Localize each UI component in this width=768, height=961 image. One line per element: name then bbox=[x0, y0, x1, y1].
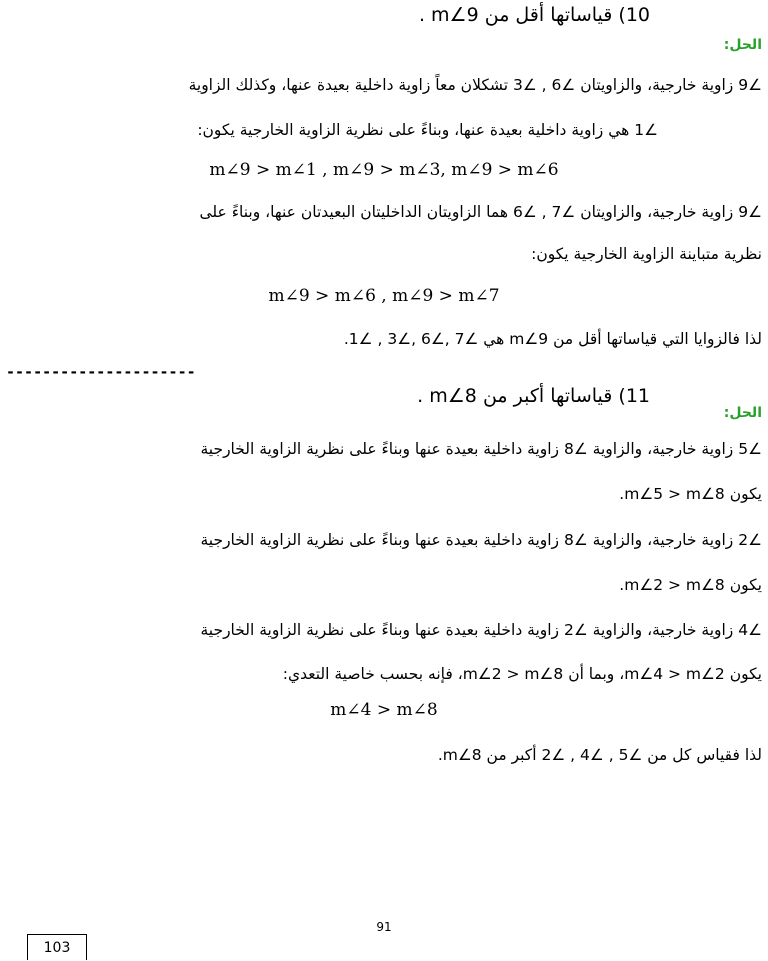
book-page-number-box: 103 bbox=[27, 934, 87, 960]
problem-10-heading: 10) قياساتها أقل من m∠9 . bbox=[418, 4, 650, 26]
problem-10-paragraph-1-line-2: ∠1 هي زاوية داخلية بعيدة عنها، وبناءً على نظرية الزاوية الخارجية يكون: bbox=[197, 121, 658, 139]
problem-10-paragraph-2-line-1: ∠9 زاوية خارجية، والزاويتان ∠7 , ∠6 هما الزاويتان الداخليتان البعيدتان عنها، وبناءً على bbox=[199, 203, 762, 221]
problem-10-math-2: m∠9 > m∠6 , m∠9 > m∠7 bbox=[268, 286, 500, 306]
problem-11-paragraph-1-line-2: يكون m∠5 > m∠8. bbox=[619, 485, 762, 503]
problem-10-paragraph-1-line-1: ∠9 زاوية خارجية، والزاويتان ∠6 , ∠3 تشكلان معاً زاوية داخلية بعيدة عنها، وكذلك الزاوية bbox=[188, 76, 762, 94]
problem-10-math-1: m∠9 > m∠1 , m∠9 > m∠3, m∠9 > m∠6 bbox=[209, 160, 559, 180]
section-separator: --------------------- bbox=[6, 363, 196, 381]
problem-11-paragraph-2-line-2: يكون m∠2 > m∠8. bbox=[619, 576, 762, 594]
problem-11-paragraph-2-line-1: ∠2 زاوية خارجية، والزاوية ∠8 زاوية داخلية بعيدة عنها وبناءً على نظرية الزاوية الخارجية bbox=[200, 531, 762, 549]
problem-11-paragraph-3-line-1: ∠4 زاوية خارجية، والزاوية ∠2 زاوية داخلية بعيدة عنها وبناءً على نظرية الزاوية الخارجية bbox=[200, 621, 762, 639]
problem-11-math-1: m∠4 > m∠8 bbox=[330, 700, 438, 720]
problem-10-paragraph-2-line-2: نظرية متباينة الزاوية الخارجية يكون: bbox=[531, 245, 762, 263]
problem-11-paragraph-3-line-2: يكون m∠4 > m∠2، وبما أن m∠2 > m∠8، فإنه بحسب خاصية التعدي: bbox=[282, 665, 762, 683]
problem-10-solution-label: الحل: bbox=[723, 37, 762, 53]
problem-11-heading: 11) قياساتها أكبر من m∠8 . bbox=[417, 385, 650, 407]
problem-11-conclusion: لذا فقياس كل من ∠5 , ∠4 , ∠2 أكبر من m∠8. bbox=[437, 746, 762, 764]
problem-11-paragraph-1-line-1: ∠5 زاوية خارجية، والزاوية ∠8 زاوية داخلية بعيدة عنها وبناءً على نظرية الزاوية الخارجية bbox=[200, 440, 762, 458]
page-number: 91 bbox=[376, 920, 392, 934]
problem-11-solution-label: الحل: bbox=[723, 405, 762, 421]
problem-10-conclusion: لذا فالزوايا التي قياساتها أقل من m∠9 هي ∠7 ,∠6 ,∠3 , ∠1. bbox=[343, 330, 762, 348]
